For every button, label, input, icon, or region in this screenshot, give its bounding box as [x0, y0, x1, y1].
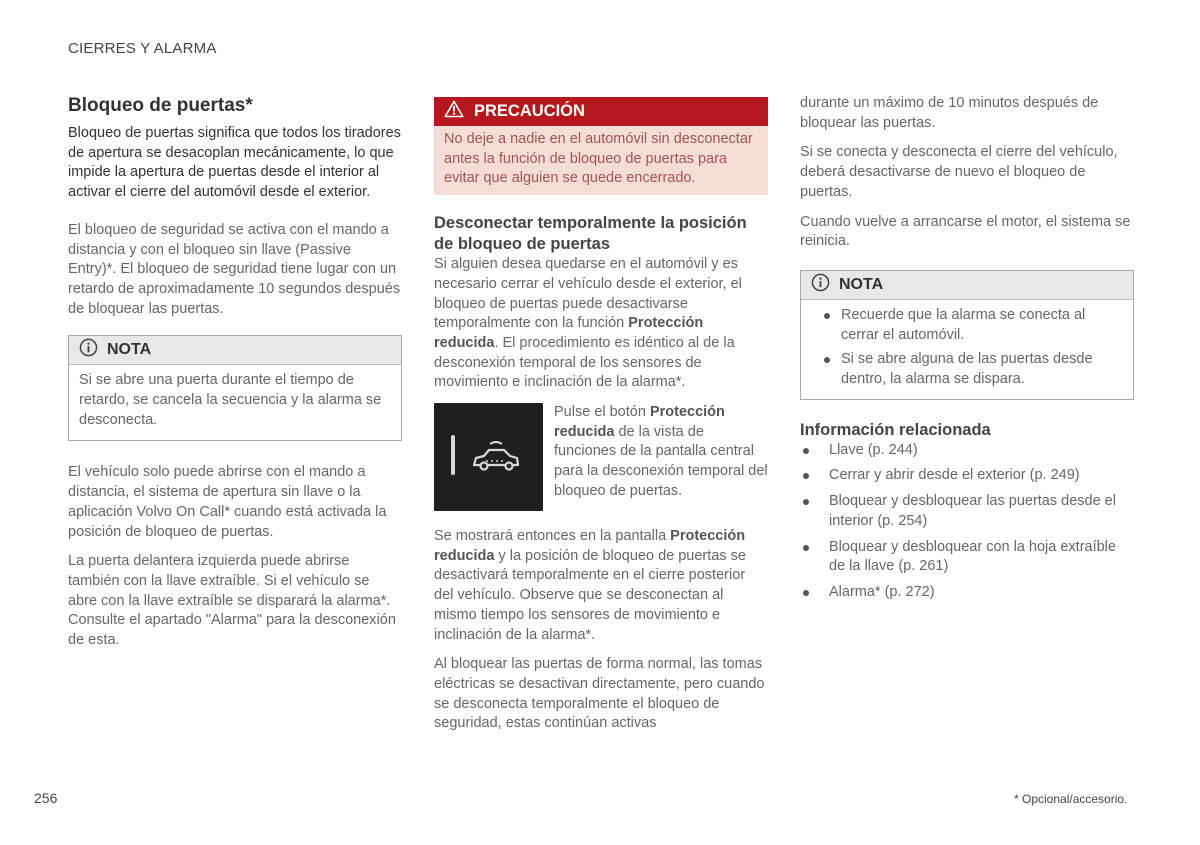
info-icon: [811, 273, 830, 297]
note-box: [800, 270, 1134, 400]
paragraph: Al bloquear las puertas de forma normal, las tomas eléctricas se desactivan directamente, pero cuando se desconecta temporalmente el bloqueo de seguridad, estas continúan activas: [434, 656, 765, 732]
list-item: Si se abre alguna de las puertas desde dentro, la alarma se dispara.: [811, 350, 1123, 389]
paragraph: [434, 527, 768, 645]
paragraph: El vehículo solo puede abrirse con el mando a distancia, el sistema de apertura sin llave o la aplicación Volvo On Call* cuando está activada la posición de bloqueo de puertas.: [68, 464, 387, 540]
related-link[interactable]: Cerrar y abrir desde el exterior (p. 249): [800, 466, 1134, 486]
button-illustration-row: [434, 403, 768, 511]
note-header: [801, 271, 1133, 300]
text-run: Se mostrará entonces en la pantalla: [434, 528, 671, 545]
related-link[interactable]: Alarma* (p. 272): [800, 583, 1134, 603]
footnote: * Opcional/accesorio.: [1014, 792, 1128, 806]
text-run: . El procedimiento es idéntico al de la desconexión temporal de los sensores de movimiento e inclinación de la alarma*.: [434, 334, 735, 391]
caution-label: PRECAUCIÓN: [474, 102, 585, 120]
section-header: CIERRES Y ALARMA: [68, 40, 217, 57]
related-link[interactable]: Llave (p. 244): [800, 441, 1134, 461]
note-label: NOTA: [107, 341, 152, 359]
reduced-protection-button-image: [434, 403, 543, 511]
function-name: Protección reducida: [434, 528, 746, 564]
lead-paragraph: Bloqueo de puertas significa que todos los tiradores de apertura se desacoplan mecánicamente, lo que impide la apertura de puertas desde el interior al activar el cierre del automóvil desde el exterior.: [68, 125, 401, 201]
list-item: Recuerde que la alarma se conecta al cerrar el automóvil.: [811, 306, 1123, 345]
function-name: Protección reducida: [554, 404, 725, 440]
subsection-title: Desconectar temporalmente la posición de bloqueo de puertas: [434, 214, 747, 254]
caution-text: No deje a nadie en el automóvil sin desconectar antes la función de bloqueo de puertas para evitar que alguien se quede encerrado.: [444, 131, 753, 187]
caution-header: [434, 97, 768, 126]
related-link[interactable]: Bloquear y desbloquear las puertas desde el interior (p. 254): [800, 492, 1134, 531]
warning-triangle-icon: [444, 100, 464, 123]
column-1: [68, 94, 402, 661]
paragraph: La puerta delantera izquierda puede abrirse también con la llave extraíble. Si el vehículo se abre con la llave extraíble se disparará la alarma*. Consulte el apartado "Alarma" para la desconexión de esta.: [68, 553, 396, 649]
note-text: Si se abre una puerta durante el tiempo de retardo, se cancela la secuencia y la alarma se desconecta.: [79, 372, 382, 428]
related-link[interactable]: Bloquear y desbloquear con la hoja extraíble de la llave (p. 261): [800, 538, 1134, 577]
note-header: [69, 336, 401, 365]
text-run: de la vista de funciones de la pantalla central para la desconexión temporal del bloqueo de puertas.: [554, 423, 768, 499]
note-list: [811, 306, 1123, 390]
column-3: [800, 94, 1134, 609]
text-run: Pulse el botón: [554, 404, 650, 421]
page-number: 256: [34, 790, 58, 806]
caution-body: [434, 126, 768, 195]
function-name: Protección reducida: [434, 315, 704, 351]
note-body: [69, 365, 401, 440]
illustration-caption: [554, 403, 768, 511]
paragraph: Cuando vuelve a arrancarse el motor, el sistema se reinicia.: [800, 213, 1131, 250]
related-info-title: Información relacionada: [800, 420, 991, 439]
indicator-bar: [451, 435, 455, 475]
related-links: [800, 441, 1134, 603]
paragraph: Si se conecta y desconecta el cierre del vehículo, deberá desactivarse de nuevo el bloqueo de puertas.: [800, 144, 1118, 200]
text-run: Si alguien desea quedarse en el automóvil y es necesario cerrar el vehículo desde el exterior, el bloqueo de puertas puede desactivarse temporalmente con la función: [434, 256, 742, 332]
paragraph: [434, 255, 768, 393]
caution-box: [434, 97, 768, 195]
note-label: NOTA: [839, 275, 884, 293]
note-box: [68, 335, 402, 441]
car-sensor-icon: [470, 439, 522, 475]
note-body: [801, 300, 1133, 399]
paragraph: durante un máximo de 10 minutos después de bloquear las puertas.: [800, 95, 1099, 131]
text-run: y la posición de bloqueo de puertas se desactivará temporalmente en el cierre posterior del vehículo. Observe que se desconectan al mismo tiempo los sensores de movimiento e inclinación de la alarma*.: [434, 547, 746, 643]
section-title: Bloqueo de puertas*: [68, 95, 253, 116]
info-icon: [79, 338, 98, 362]
column-2: [434, 94, 768, 744]
paragraph: El bloqueo de seguridad se activa con el mando a distancia y con el bloqueo sin llave (Passive Entry)*. El bloqueo de seguridad tiene lugar con un retardo de aproximadamente 10 segundos después de bloquear las puertas.: [68, 221, 401, 317]
